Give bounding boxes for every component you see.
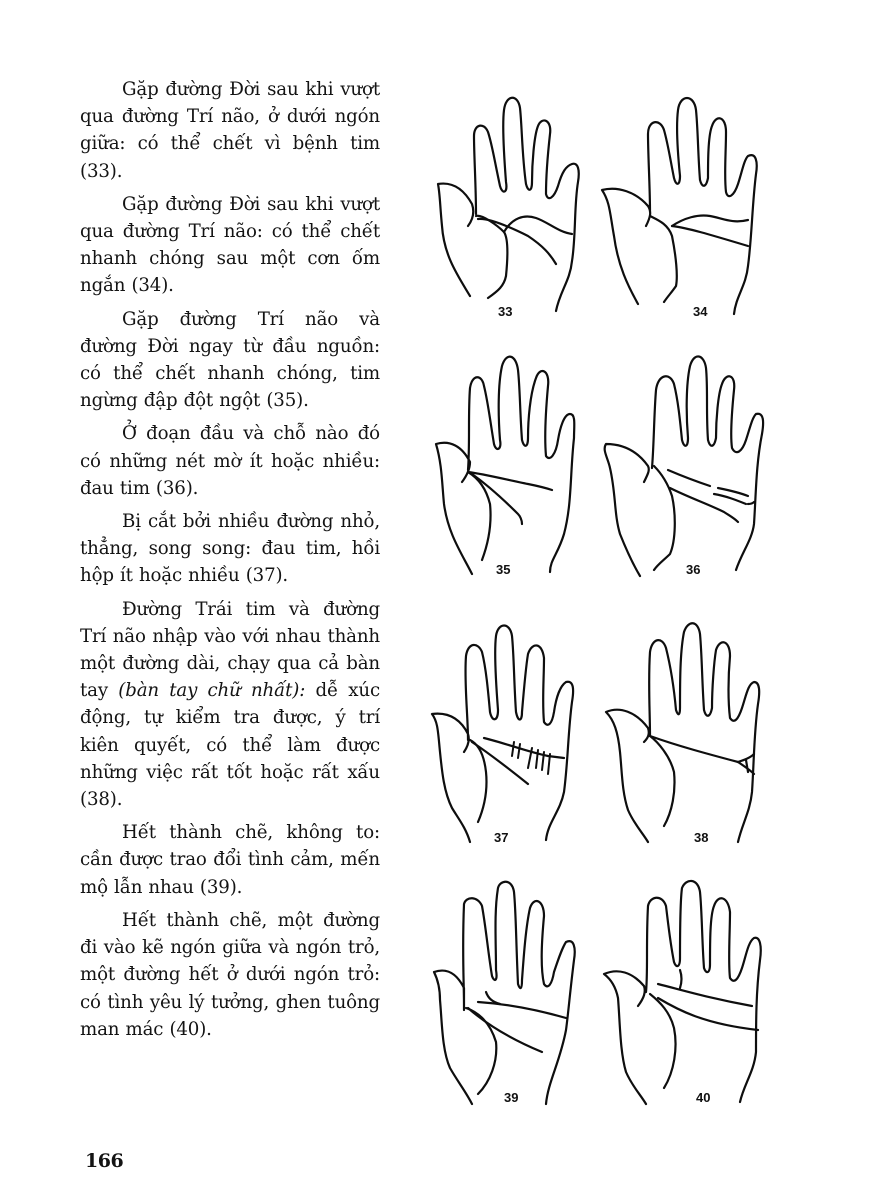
figure-label-38: 38 (694, 830, 709, 845)
palm-hand-icon (428, 872, 608, 1122)
figure-label-40: 40 (696, 1090, 711, 1105)
palm-hand-icon (428, 86, 608, 336)
figure-label-37: 37 (494, 830, 509, 845)
paragraph-38-text-after: dễ xúc động, tự kiểm tra được, ý trí kiên quyết, có thể làm được những việc rất tốt hoặc rất xấu (38). (80, 680, 380, 811)
figure-40 (598, 872, 778, 1122)
figure-38 (598, 612, 778, 862)
figure-33 (428, 86, 608, 336)
paragraph-36: Ở đoạn đầu và chỗ nào đó có những nét mờ ít hoặc nhiều: đau tim (36). (80, 423, 380, 499)
figure-39 (428, 872, 608, 1122)
figure-36 (598, 344, 778, 594)
figure-35 (428, 344, 608, 594)
palm-hand-icon (598, 344, 778, 594)
figure-label-34: 34 (693, 304, 708, 319)
text-column (80, 76, 380, 1049)
figure-label-36: 36 (686, 562, 701, 577)
figure-label-33: 33 (498, 304, 513, 319)
figure-34 (598, 86, 778, 336)
figure-label-35: 35 (496, 562, 511, 577)
paragraph-39: Hết thành chẽ, không to: cần được trao đổi tình cảm, mến mộ lẫn nhau (39). (80, 822, 380, 898)
paragraph-40: Hết thành chẽ, một đường đi vào kẽ ngón giữa và ngón trỏ, một đường hết ở dưới ngón trỏ: có tình yêu lý tưởng, ghen tuông man mác (40). (80, 909, 380, 1040)
palm-hand-icon (598, 872, 778, 1122)
figure-37 (428, 612, 608, 862)
page-number: 166 (85, 1150, 124, 1172)
paragraph-35: Gặp đường Trí não và đường Đời ngay từ đầu nguồn: có thể chết nhanh chóng, tim ngừng đập đột ngột (35). (80, 308, 380, 412)
paragraph-38-italic-note: (bàn tay chữ nhất): (118, 680, 306, 702)
palm-hand-icon (598, 86, 778, 336)
paragraph-37: Bị cắt bởi nhiều đường nhỏ, thẳng, song song: đau tim, hồi hộp ít hoặc nhiều (37). (80, 511, 380, 587)
figure-label-39: 39 (504, 1090, 519, 1105)
paragraph-38 (80, 596, 380, 814)
paragraph-38-text-before: Đường Trái tim và đường Trí não nhập vào với nhau thành một đường dài, chạy qua cả bàn tay (80, 598, 380, 702)
paragraph-33: Gặp đường Đời sau khi vượt qua đường Trí não, ở dưới ngón giữa: có thể chết vì bệnh tim (33). (80, 79, 380, 182)
palm-hand-icon (428, 344, 608, 594)
paragraph-34: Gặp đường Đời sau khi vượt qua đường Trí não: có thể chết nhanh chóng sau một cơn ốm ngắn (34). (80, 193, 380, 297)
palm-hand-icon (598, 612, 778, 862)
palm-hand-icon (428, 612, 608, 862)
